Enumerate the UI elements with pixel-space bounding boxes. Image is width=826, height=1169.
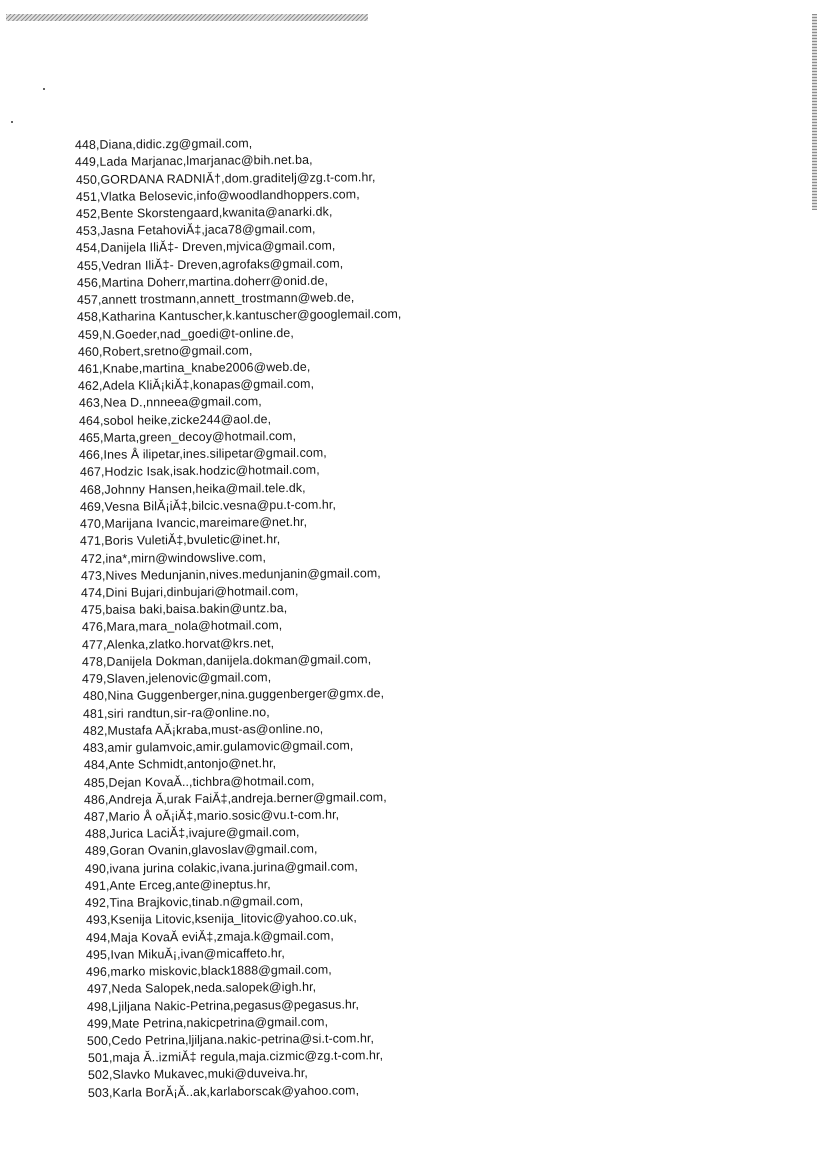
contact-record: 497,Neda Salopek,neda.salopek@igh.hr,: [86, 980, 316, 997]
contact-record: 501,maja Ă..izmiĂ‡ regula,maja.cizmic@zg.t-com.hr,: [87, 1048, 383, 1066]
contact-record: 471,Boris VuletiĂ‡,bvuletic@inet.hr,: [80, 532, 281, 549]
contact-record: 464,sobol heike,zicke244@aol.de,: [78, 411, 271, 428]
contact-record: 490,ivana jurina colakic,ivana.jurina@gmail.com,: [84, 859, 358, 876]
scan-artifact-top: [6, 14, 368, 21]
contact-record: 478,Danijela Dokman,danijela.dokman@gmail.com,: [82, 652, 372, 669]
contact-record: 495,Ivan MikuĂ¡,ivan@micaffeto.hr,: [86, 945, 286, 962]
contact-record: 454,Danijela IliĂ‡- Dreven,mjvica@gmail.com,: [76, 238, 336, 256]
contact-record: 469,Vesna BilĂ¡iĂ‡,bilcic.vesna@pu.t-com.hr,: [79, 497, 337, 514]
scan-artifact-right: [812, 14, 817, 210]
contact-record: 489,Goran Ovanin,glavoslav@gmail.com,: [84, 842, 318, 859]
contact-record: 476,Mara,mara_nola@hotmail.com,: [81, 618, 282, 635]
contact-record: 461,Knabe,martina_knabe2006@web.de,: [78, 359, 311, 376]
contact-record: 468,Johnny Hansen,heika@mail.tele.dk,: [79, 480, 306, 497]
contact-record: 448,Diana,didic.zg@gmail.com,: [74, 136, 253, 152]
contact-record: 451,Vlatka Belosevic,info@woodlandhoppers.com,: [75, 186, 360, 204]
contact-record: 452,Bente Skorstengaard,kwanita@anarki.dk,: [75, 204, 333, 221]
contact-record: 500,Cedo Petrina,ljiljana.nakic-petrina@si.t-com.hr,: [87, 1031, 375, 1048]
contact-record: 462,Adela KliĂ¡kiĂ‡,konapas@gmail.com,: [78, 376, 315, 394]
contact-record: 503,Karla BorĂ¡Ă..ak,karlaborscak@yahoo.com,: [87, 1083, 360, 1100]
contact-record: 449,Lada Marjanac,lmarjanac@bih.net.ba,: [75, 152, 313, 170]
contact-record: 502,Slavko Mukavec,muki@duveiva.hr,: [87, 1066, 308, 1083]
contact-record: 493,Ksenija Litovic,ksenija_litovic@yahoo.co.uk,: [85, 910, 357, 928]
contact-record: 477,Alenka,zlatko.horvat@krs.net,: [81, 635, 275, 652]
contact-record: 479,Slaven,jelenovic@gmail.com,: [82, 670, 272, 687]
contact-record: 456,Martina Doherr,martina.doherr@onid.de,: [76, 273, 328, 290]
contact-record: 499,Mate Petrina,nakicpetrina@gmail.com,: [87, 1014, 329, 1031]
contact-record: 488,Jurica LaciĂ‡,ivajure@gmail.com,: [84, 825, 300, 842]
contact-record: 450,GORDANA RADNIĂ†,dom.graditelj@zg.t-com.hr,: [75, 169, 376, 187]
contact-record: 496,marko miskovic,black1888@gmail.com,: [86, 962, 333, 979]
contact-record: 457,annett trostmann,annett_trostmann@web.de,: [77, 290, 355, 308]
contact-record: 460,Robert,sretno@gmail.com,: [77, 343, 253, 359]
contact-record: 484,Ante Schmidt,antonjo@net.hr,: [83, 756, 276, 773]
contact-record: 491,Ante Erceg,ante@ineptus.hr,: [85, 877, 272, 893]
contact-record: 480,Nina Guggenberger,nina.guggenberger@gmx.de,: [82, 686, 384, 704]
contact-record: 470,Marijana Ivancic,mareimare@net.hr,: [80, 514, 308, 532]
contact-record: 486,Andreja Ă‚urak FaiĂ‡,andreja.berner@gmail.com,: [83, 789, 387, 807]
scan-speck: [43, 88, 45, 90]
contact-record: 474,Dini Bujari,dinbujari@hotmail.com,: [81, 583, 299, 600]
contact-record: 487,Mario Å oĂ¡iĂ‡,mario.sosic@vu.t-com.hr,: [84, 807, 340, 824]
contact-record: 465,Marta,green_decoy@hotmail.com,: [78, 428, 297, 445]
contact-record: 458,Katharina Kantuscher,k.kantuscher@googlemail.com,: [77, 307, 402, 325]
contact-record: 481,siri randtun,sir-ra@online.no,: [82, 704, 270, 721]
scan-speck: [11, 121, 13, 123]
contact-record: 463,Nea D.,nnneea@gmail.com,: [78, 394, 262, 411]
contact-record: 453,Jasna FetahoviĂ‡,jaca78@gmail.com,: [76, 221, 316, 239]
contact-record: 494,Maja KovaĂ eviĂ‡,zmaja.k@gmail.com,: [85, 928, 334, 945]
contact-record: 459,N.Goeder,nad_goedi@t-online.de,: [77, 325, 294, 342]
contact-record: 492,Tina Brajkovic,tinab.n@gmail.com,: [85, 893, 304, 911]
contact-record: 473,Nives Medunjanin,nives.medunjanin@gmail.com,: [80, 565, 381, 583]
contact-record: 482,Mustafa AĂ¡kraba,must-as@online.no,: [82, 721, 324, 738]
contact-record: 455,Vedran IliĂ‡- Dreven,agrofaks@gmail.com,: [76, 256, 344, 273]
contact-record: 483,amir gulamvoic,amir.gulamovic@gmail.com,: [83, 738, 354, 756]
contact-record: 466,Ines Å ilipetar,ines.silipetar@gmail.com,: [79, 445, 328, 463]
contact-record: 485,Dejan KovaĂ..,tichbra@hotmail.com,: [83, 773, 315, 790]
contact-record: 498,Ljiljana Nakic-Petrina,pegasus@pegasus.hr,: [86, 996, 359, 1014]
contact-record: 475,baisa baki,baisa.bakin@untz.ba,: [81, 601, 288, 618]
contact-record: 467,Hodzic Isak,isak.hodzic@hotmail.com,: [79, 463, 320, 480]
contact-record: 472,ina*,mirn@windowslive.com,: [80, 549, 266, 566]
